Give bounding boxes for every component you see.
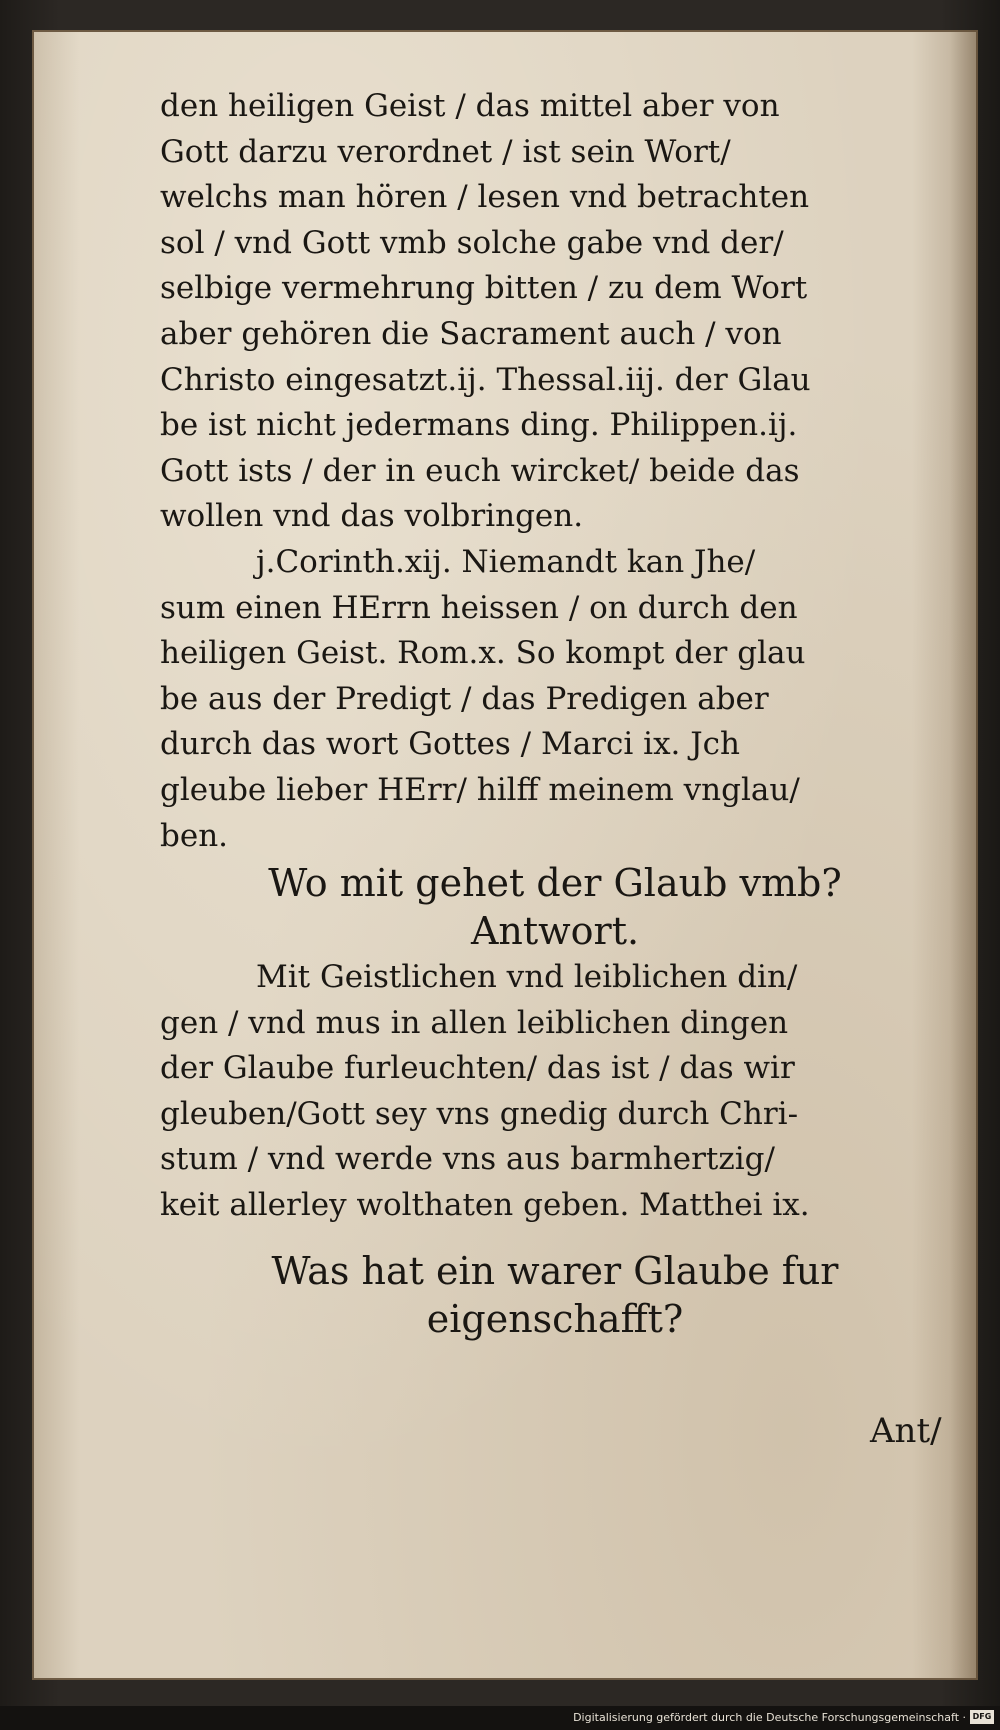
text-line: der Glaube furleuchten/ das ist / das wir — [160, 1050, 795, 1087]
text-line: Mit Geistlichen vnd leiblichen din/ — [256, 959, 798, 996]
text-line: sum einen HErrn heissen / on durch den — [160, 589, 798, 626]
section-heading: Antwort. — [470, 909, 640, 954]
text-line: selbige vermehrung bitten / zu dem Wort — [160, 270, 808, 307]
text-line: heiligen Geist. Rom.x. So kompt der glau — [160, 635, 806, 672]
section-heading: Was hat ein warer Glaube fur — [271, 1248, 839, 1293]
section-heading: Wo mit gehet der Glaub vmb? — [268, 861, 842, 906]
text-line: be ist nicht jedermans ding. Philippen.ij. — [160, 407, 798, 444]
text-line: keit allerley wolthaten geben. Matthei ix. — [160, 1187, 810, 1224]
dfg-logo-icon: DFG — [970, 1710, 994, 1724]
text-line: stum / vnd werde vns aus barmhertzig/ — [160, 1141, 775, 1178]
text-line: ben. — [160, 817, 229, 854]
text-line: gen / vnd mus in allen leiblichen dingen — [160, 1004, 789, 1041]
catchword: Ant/ — [870, 1411, 942, 1451]
text-line: durch das wort Gottes / Marci ix. Jch — [160, 726, 741, 763]
text-line: gleube lieber HErr/ hilff meinem vnglau/ — [160, 771, 800, 808]
spacer — [160, 1229, 950, 1247]
text-line: Gott darzu verordnet / ist sein Wort/ — [160, 133, 731, 170]
text-line: gleuben/Gott sey vns gnedig durch Chri- — [160, 1095, 799, 1132]
text-line: j.Corinth.xij. Niemandt kan Jhe/ — [256, 543, 756, 580]
text-line: aber gehören die Sacrament auch / von — [160, 315, 782, 352]
text-line: Gott ists / der in euch wircket/ beide das — [160, 452, 800, 489]
page-text — [160, 84, 950, 1343]
text-line: Christo eingesatzt.ij. Thessal.iij. der Glau — [160, 361, 811, 398]
text-line: be aus der Predigt / das Predigen aber — [160, 680, 769, 717]
footer-credit: Digitalisierung gefördert durch die Deutsche Forschungsgemeinschaft · — [573, 1711, 966, 1724]
page-edge-shadow — [950, 30, 978, 1680]
text-line: sol / vnd Gott vmb solche gabe vnd der/ — [160, 224, 784, 261]
text-line: wollen vnd das volbringen. — [160, 498, 584, 535]
text-line: welchs man hören / lesen vnd betrachten — [160, 179, 810, 216]
section-heading: eigenschafft? — [426, 1296, 684, 1341]
text-line: den heiligen Geist / das mittel aber von — [160, 88, 780, 124]
